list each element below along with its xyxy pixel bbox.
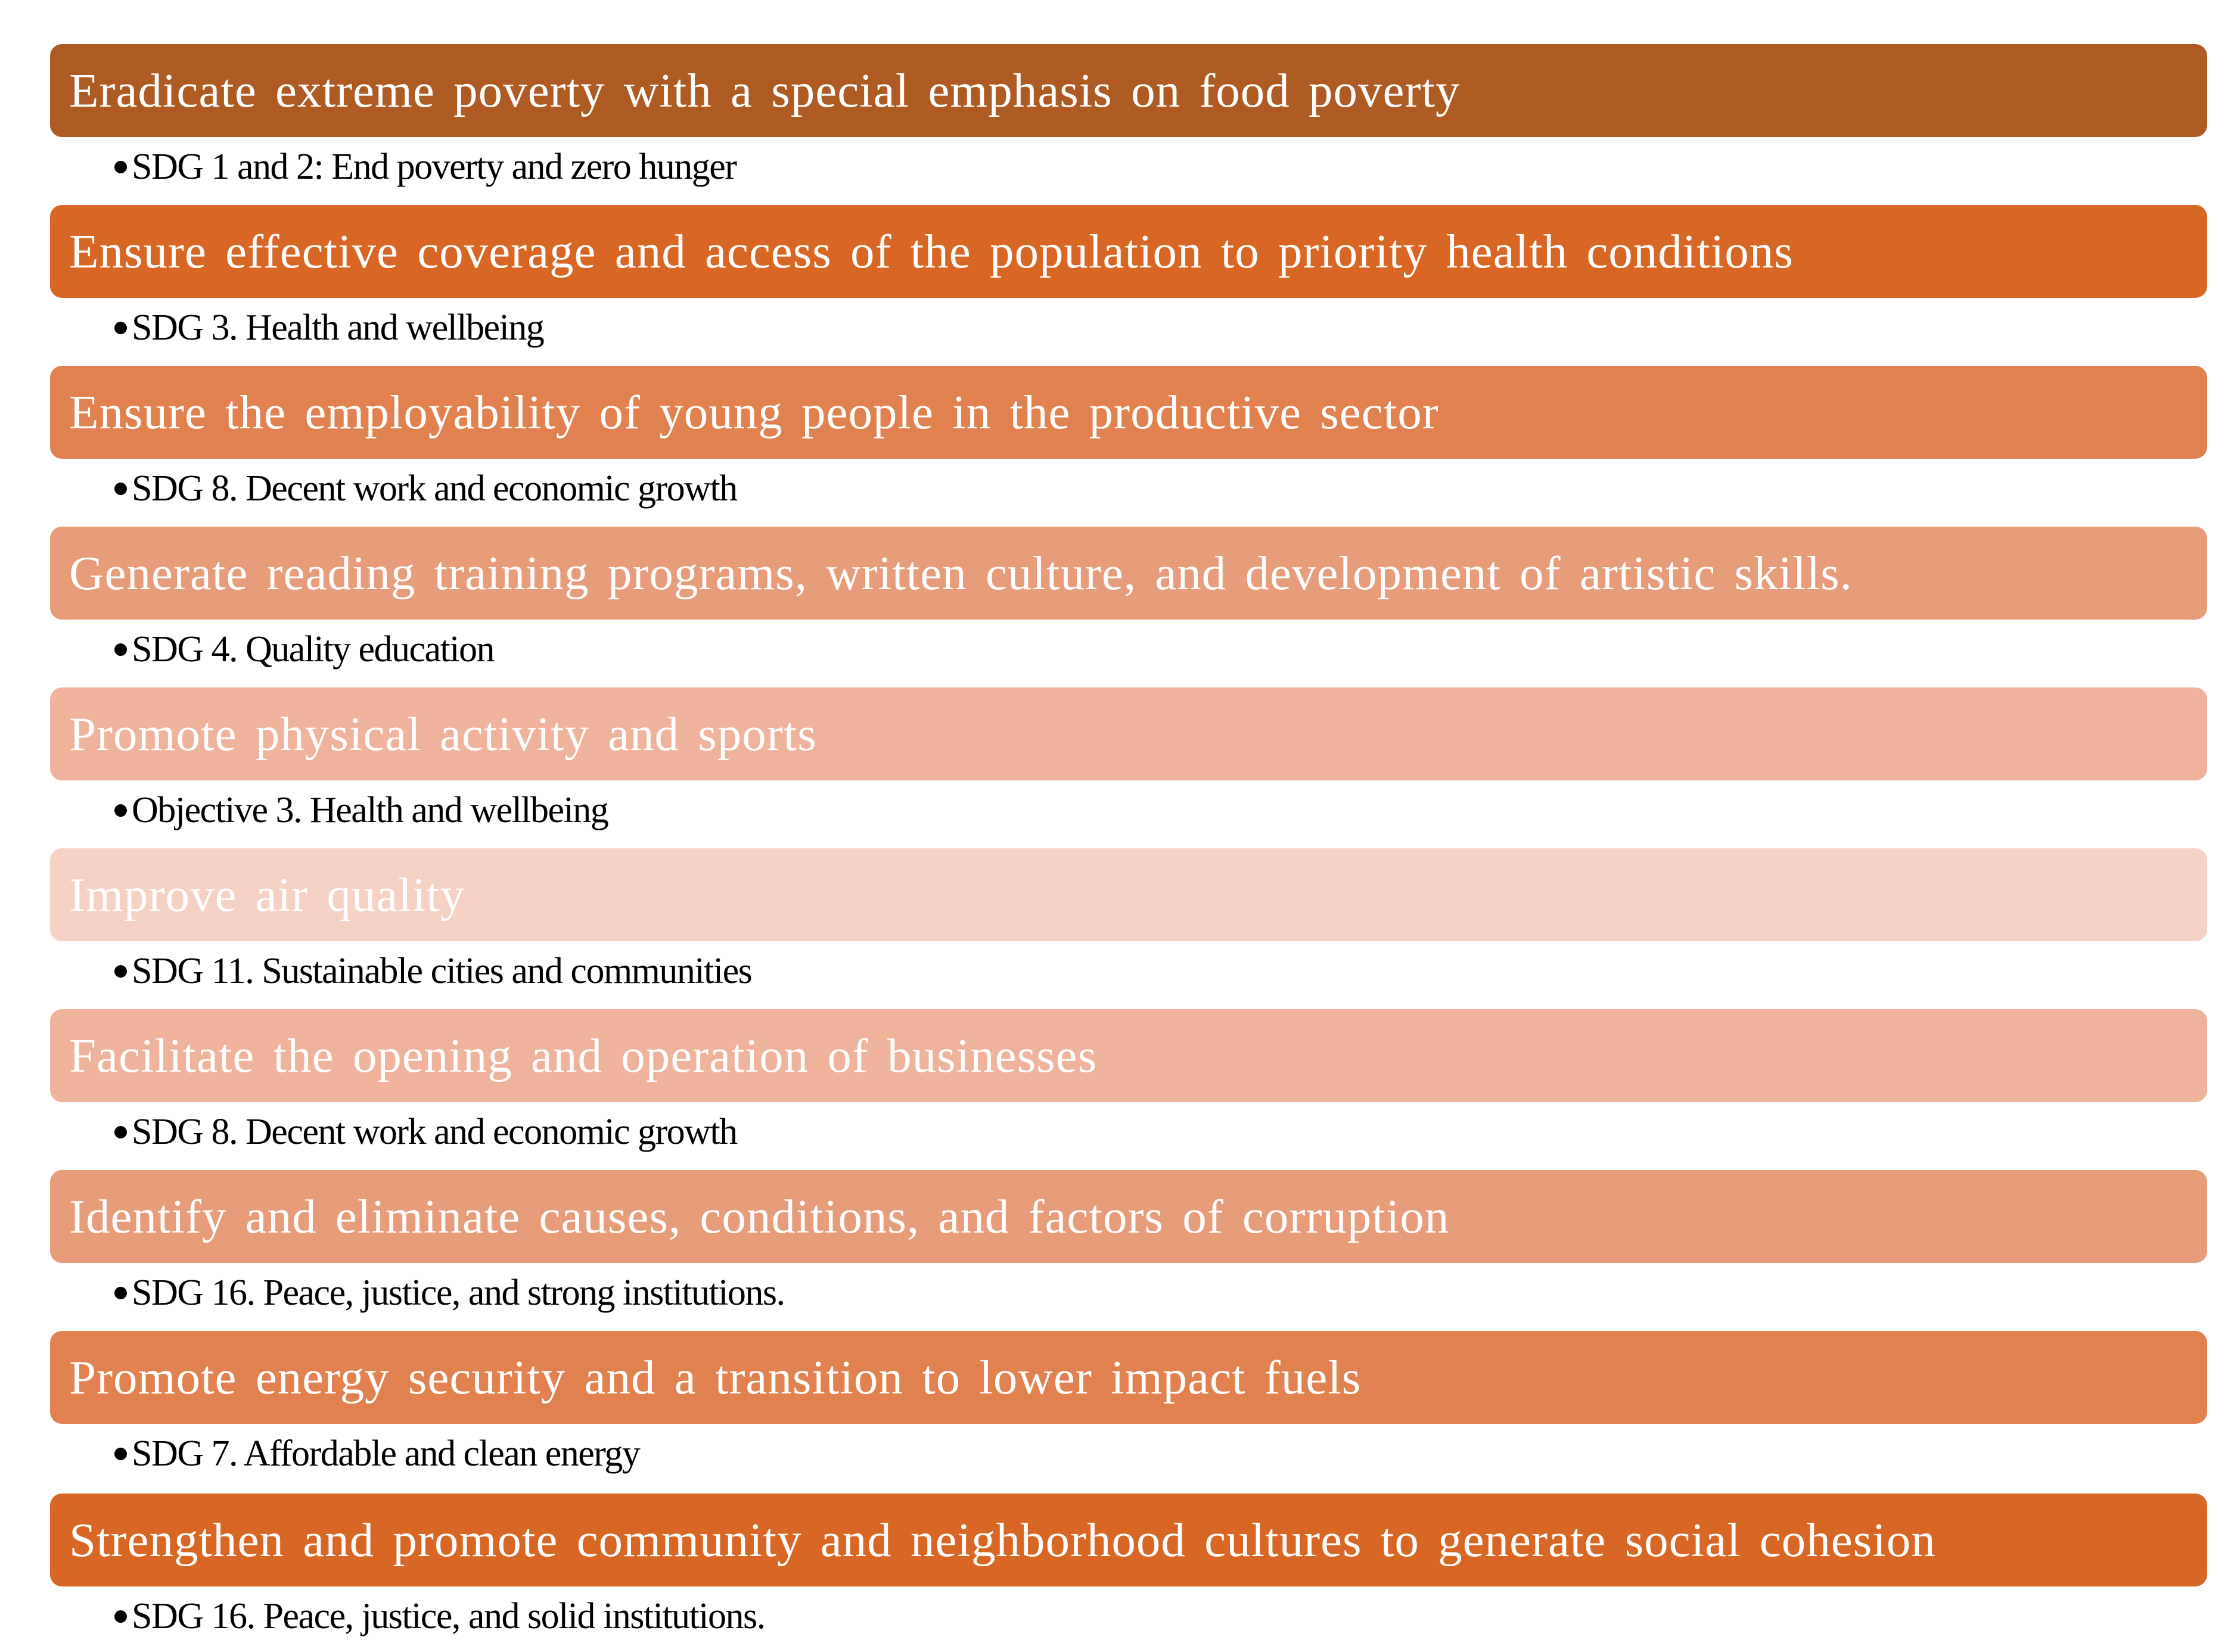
objective-bar [50, 1494, 2207, 1586]
bullet-dot-icon [114, 322, 127, 334]
objective-title: Improve air quality [69, 867, 465, 922]
sdg-bullet [114, 1430, 639, 1477]
objective-title: Generate reading training programs, written culture, and development of artistic skills. [69, 546, 1853, 600]
sdg-bullet [114, 626, 494, 673]
sdg-bullet [114, 304, 543, 351]
bullet-dot-icon [114, 965, 127, 978]
sdg-label: SDG 11. Sustainable cities and communities [132, 951, 752, 991]
sdg-bullet [114, 1108, 737, 1156]
sdg-label: SDG 1 and 2: End poverty and zero hunger [132, 147, 737, 187]
bullet-dot-icon [114, 1287, 127, 1299]
bullet-dot-icon [114, 1448, 127, 1460]
objective-bar [50, 366, 2207, 459]
sdg-bullet [114, 786, 608, 834]
sdg-label: Objective 3. Health and wellbeing [132, 790, 608, 830]
objective-bar [50, 527, 2207, 620]
objective-bar [50, 848, 2207, 941]
sdg-label: SDG 8. Decent work and economic growth [132, 468, 737, 509]
objective-title: Promote energy security and a transition to lower impact fuels [69, 1350, 1362, 1404]
objective-bar [50, 1170, 2207, 1263]
sdg-label: SDG 16. Peace, justice, and solid institutions. [132, 1596, 765, 1637]
objective-bar [50, 205, 2207, 298]
objective-bar [50, 44, 2207, 137]
sdg-label: SDG 3. Health and wellbeing [132, 307, 544, 348]
bullet-dot-icon [114, 1126, 127, 1138]
sdg-label: SDG 8. Decent work and economic growth [132, 1112, 737, 1152]
sdg-bullet [114, 465, 737, 512]
sdg-bullet [114, 1269, 785, 1317]
objective-title: Ensure the employability of young people in the productive sector [69, 385, 1439, 439]
sdg-label: SDG 16. Peace, justice, and strong institutions. [132, 1273, 785, 1313]
bullet-dot-icon [114, 804, 127, 817]
objective-bar [50, 1009, 2207, 1102]
objective-title: Eradicate extreme poverty with a special emphasis on food poverty [69, 63, 1461, 117]
bullet-dot-icon [114, 483, 127, 495]
objective-bar [50, 687, 2207, 780]
objective-bar [50, 1331, 2207, 1424]
sdg-bullet [114, 947, 751, 995]
objective-title: Identify and eliminate causes, conditions, and factors of corruption [69, 1189, 1450, 1243]
objective-title: Facilitate the opening and operation of businesses [69, 1028, 1098, 1082]
bullet-dot-icon [114, 1610, 127, 1623]
objective-title: Ensure effective coverage and access of the population to priority health conditions [69, 224, 1794, 278]
sdg-label: SDG 7. Affordable and clean energy [132, 1433, 640, 1474]
objective-title: Promote physical activity and sports [69, 707, 817, 761]
sdg-label: SDG 4. Quality education [132, 629, 495, 670]
bullet-dot-icon [114, 643, 127, 656]
bullet-dot-icon [114, 161, 127, 173]
sdg-bullet [114, 143, 736, 191]
objective-title: Strengthen and promote community and neighborhood cultures to generate social cohesion [69, 1513, 1936, 1567]
sdg-bullet [114, 1592, 765, 1640]
